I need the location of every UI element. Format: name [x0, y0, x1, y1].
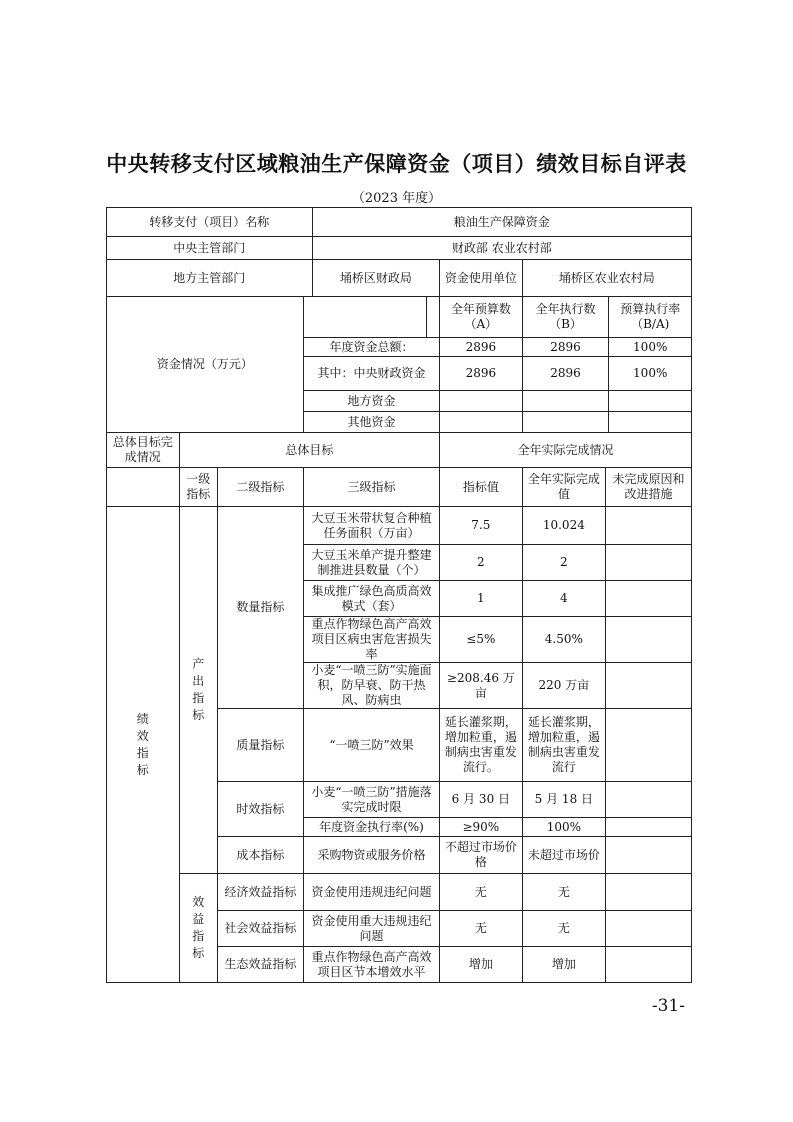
indicator-name: 小麦“一喷三防”措施落实完成时限 [303, 782, 439, 818]
indicator-target: 增加 [440, 947, 522, 983]
indicator-reason [606, 663, 692, 709]
evaluation-table [106, 207, 692, 983]
funds-row-label: 其他资金 [303, 412, 439, 433]
indicator-reason [606, 874, 692, 911]
indicator-reason [606, 545, 692, 581]
funds-header-row [107, 297, 692, 338]
funds-exec [522, 412, 609, 433]
overall-row [107, 433, 692, 468]
funds-exec: 2896 [522, 357, 609, 391]
timeliness-label: 时效指标 [218, 782, 304, 837]
row-project-name [107, 208, 692, 237]
indicator-actual: 100% [522, 818, 606, 837]
page-number: -31- [651, 996, 685, 1016]
local-dept-label: 地方主管部门 [107, 260, 313, 297]
header-level2: 二级指标 [218, 468, 304, 507]
economic-label: 经济效益指标 [218, 874, 304, 911]
ecological-label: 生态效益指标 [218, 947, 304, 983]
indicator-target: 延长灌浆期，增加粒重，遏制病虫害重发流行。 [440, 709, 522, 782]
cost-label: 成本指标 [218, 837, 304, 874]
indicator-actual: 无 [522, 911, 606, 947]
indicator-reason [606, 617, 692, 663]
funds-rate [609, 391, 692, 412]
indicator-reason [606, 911, 692, 947]
header-reason: 未完成原因和改进措施 [606, 468, 692, 507]
indicator-target: ≤5% [440, 617, 522, 663]
funds-row-label: 其中：中央财政资金 [303, 357, 439, 391]
indicator-actual: 10.024 [522, 507, 606, 545]
row-central-dept [107, 237, 692, 260]
indicator-reason [606, 818, 692, 837]
indicator-target: 无 [440, 874, 522, 911]
indicator-actual: 220 万亩 [522, 663, 606, 709]
social-label: 社会效益指标 [218, 911, 304, 947]
funds-budget [440, 391, 522, 412]
funds-rate [609, 412, 692, 433]
indicator-reason [606, 709, 692, 782]
indicator-header-row [107, 468, 692, 507]
funds-col-budget-cell [426, 297, 439, 338]
performance-label-text: 绩效指标 [136, 711, 149, 777]
indicator-name: 采购物资或服务价格 [303, 837, 439, 874]
row-local-dept [107, 260, 692, 297]
funds-col-exec: 全年执行数（B） [522, 297, 609, 338]
user-unit-value: 埇桥区农业农村局 [522, 260, 691, 297]
indicator-name: 资金使用违规违纪问题 [303, 874, 439, 911]
header-level1: 一级指标 [179, 468, 217, 507]
funds-budget [440, 412, 522, 433]
quantity-label: 数量指标 [218, 507, 304, 709]
local-dept-value: 埇桥区财政局 [312, 260, 440, 297]
indicator-name: 资金使用重大违规违纪问题 [303, 911, 439, 947]
indicator-name: “一喷三防”效果 [303, 709, 439, 782]
funds-budget: 2896 [440, 338, 522, 357]
benefit-label [179, 874, 217, 983]
indicator-actual: 4 [522, 581, 606, 617]
indicator-actual: 未超过市场价 [522, 837, 606, 874]
funds-exec: 2896 [522, 338, 609, 357]
header-actual: 全年实际完成值 [522, 468, 606, 507]
overall-label: 总体目标完成情况 [107, 433, 180, 468]
project-name-label: 转移支付（项目）名称 [107, 208, 313, 237]
indicator-actual: 无 [522, 874, 606, 911]
indicator-reason [606, 947, 692, 983]
funds-col-budget-head: 全年预算数（A） [440, 297, 522, 338]
project-name-value: 粮油生产保障资金 [312, 208, 691, 237]
funds-row-label: 地方资金 [303, 391, 439, 412]
overall-actual-label: 全年实际完成情况 [440, 433, 692, 468]
indicator-target: 6 月 30 日 [440, 782, 522, 818]
benefit-label-text: 效益指标 [192, 895, 205, 960]
funds-col-rate: 预算执行率（B/A) [609, 297, 692, 338]
indicator-actual: 延长灌浆期，增加粒重，遏制病虫害重发流行 [522, 709, 606, 782]
indicator-row [107, 507, 692, 545]
user-unit-label: 资金使用单位 [440, 260, 522, 297]
year-subtitle: （2023 年度） [351, 191, 442, 206]
indicator-name: 重点作物绿色高产高效项目区节本增效水平 [303, 947, 439, 983]
indicator-target: 不超过市场价格 [440, 837, 522, 874]
indicator-actual: 5 月 18 日 [522, 782, 606, 818]
indicator-name: 大豆玉米单产提升整建制推进县数量（个） [303, 545, 439, 581]
indicator-name: 年度资金执行率(%) [303, 818, 439, 837]
funds-rate: 100% [609, 357, 692, 391]
indicator-name: 大豆玉米带状复合种植任务面积（万亩） [303, 507, 439, 545]
page-title: 中央转移支付区域粮油生产保障资金（项目）绩效目标自评表 [106, 152, 687, 176]
indicator-reason [606, 837, 692, 874]
indicator-row [107, 874, 692, 911]
output-label-text: 产出指标 [192, 657, 205, 722]
quality-label: 质量指标 [218, 709, 304, 782]
indicator-actual: 增加 [522, 947, 606, 983]
indicator-target: ≥208.46 万亩 [440, 663, 522, 709]
indicator-target: 7.5 [440, 507, 522, 545]
indicator-name: 小麦“一喷三防”实施面积，防早衰、防干热风、防病虫 [303, 663, 439, 709]
funds-rate: 100% [609, 338, 692, 357]
central-dept-label: 中央主管部门 [107, 237, 313, 260]
funds-budget: 2896 [440, 357, 522, 391]
indicator-name: 重点作物绿色高产高效项目区病虫害危害损失率 [303, 617, 439, 663]
indicator-actual: 2 [522, 545, 606, 581]
funds-label: 资金情况（万元） [107, 297, 304, 433]
performance-label [107, 507, 180, 983]
indicator-reason [606, 581, 692, 617]
overall-goal-label: 总体目标 [179, 433, 440, 468]
indicator-target: ≥90% [440, 818, 522, 837]
funds-row-label: 年度资金总额： [303, 338, 439, 357]
header-target: 指标值 [440, 468, 522, 507]
output-label [179, 507, 217, 874]
indicator-reason [606, 507, 692, 545]
indicator-target: 2 [440, 545, 522, 581]
indicator-target: 无 [440, 911, 522, 947]
central-dept-value: 财政部 农业农村部 [312, 237, 691, 260]
indicator-reason [606, 782, 692, 818]
header-level3: 三级指标 [303, 468, 439, 507]
indicator-name: 集成推广绿色高质高效模式（套） [303, 581, 439, 617]
indicator-target: 1 [440, 581, 522, 617]
indicator-actual: 4.50% [522, 617, 606, 663]
funds-exec [522, 391, 609, 412]
